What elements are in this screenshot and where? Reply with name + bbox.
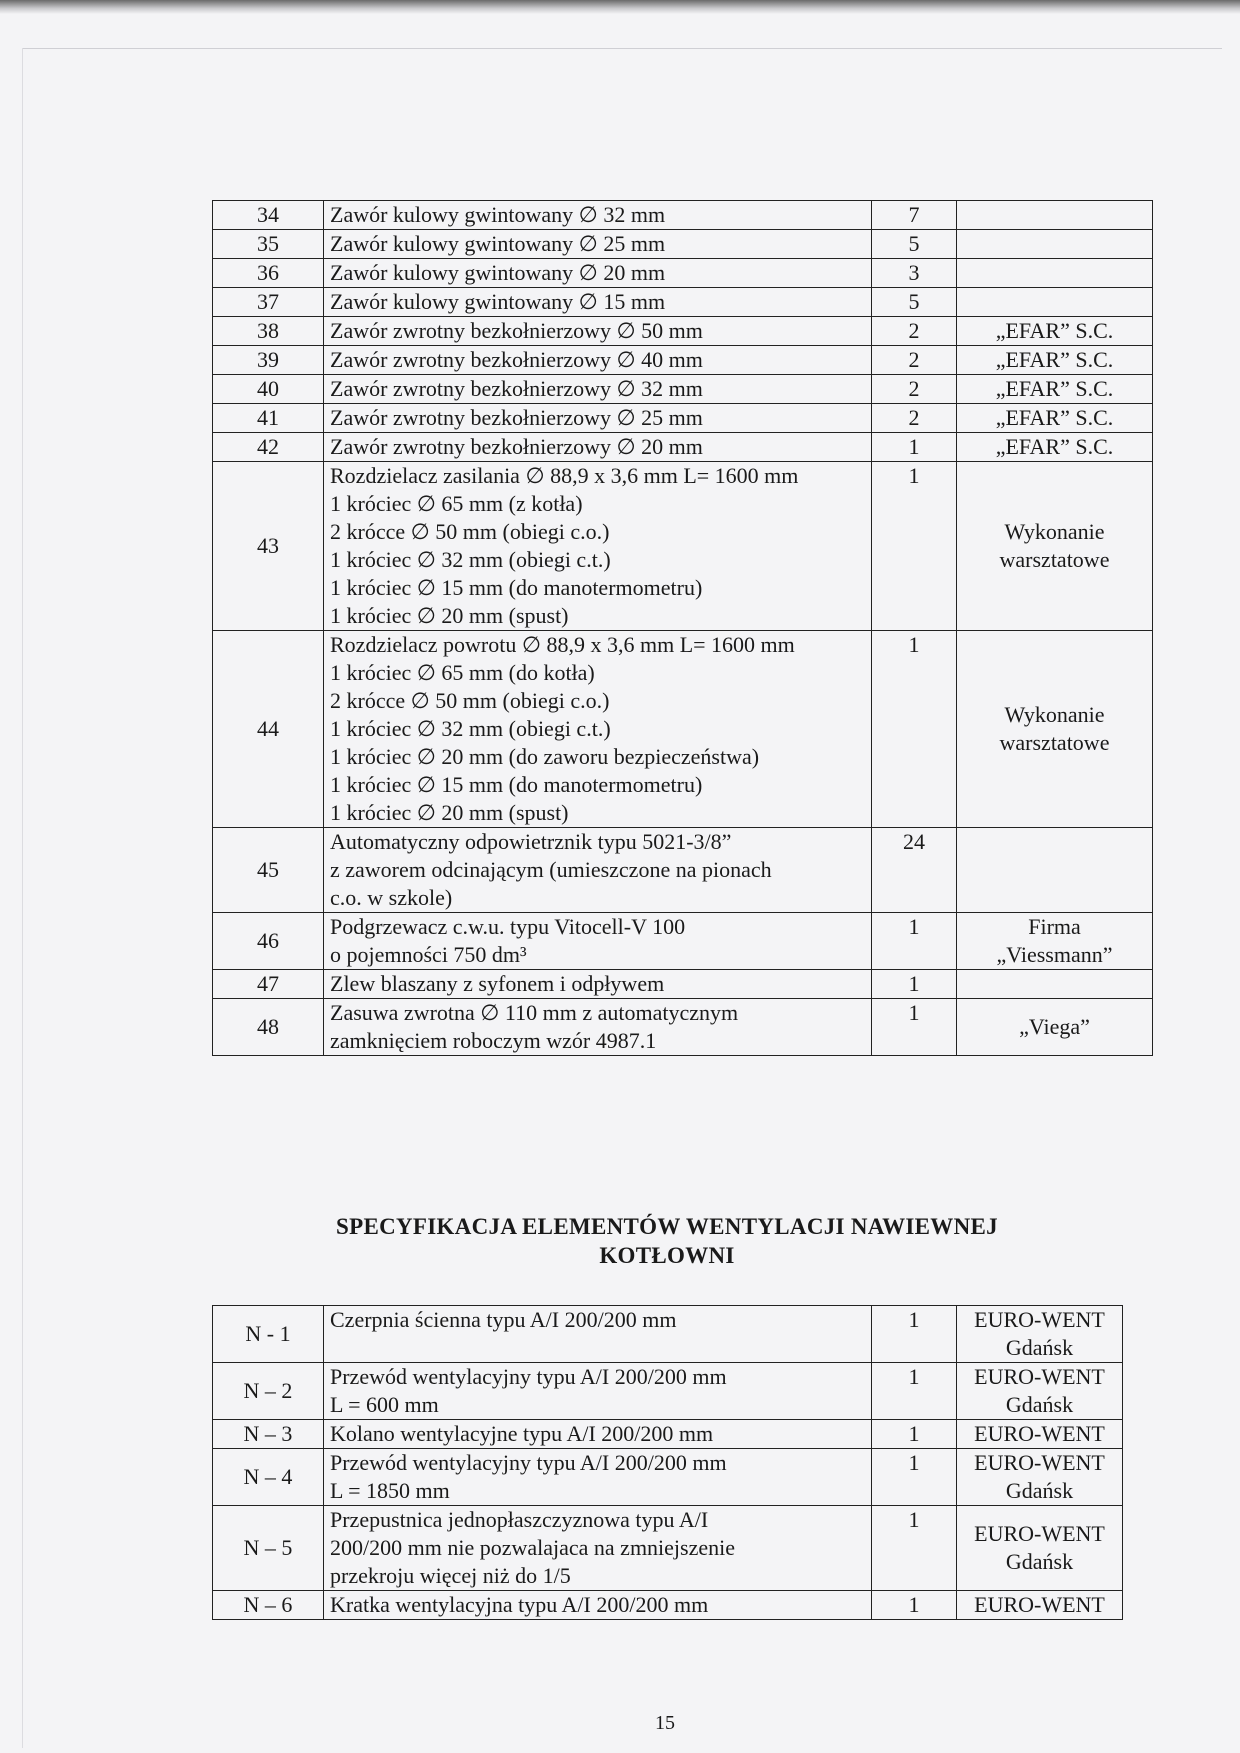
- item-description: [324, 230, 872, 259]
- description-line: Kratka wentylacyjna typu A/I 200/200 mm: [330, 1592, 709, 1617]
- item-description: [324, 404, 872, 433]
- item-supplier: [957, 317, 1153, 346]
- item-supplier: [957, 433, 1153, 462]
- supplier-line: warsztatowe: [999, 547, 1110, 572]
- table-row: [213, 1506, 1123, 1591]
- section-heading: [212, 1212, 1122, 1270]
- description-line: 1 króciec ∅ 20 mm (spust): [330, 603, 569, 628]
- item-supplier: [957, 230, 1153, 259]
- item-description: [324, 259, 872, 288]
- item-number: N - 1: [213, 1306, 324, 1363]
- description-line: 2 krócce ∅ 50 mm (obiegi c.o.): [330, 519, 610, 544]
- item-number: 39: [213, 346, 324, 375]
- item-description: [324, 1363, 872, 1420]
- item-supplier: [957, 1363, 1123, 1420]
- item-quantity: 2: [872, 346, 957, 375]
- item-number: N – 5: [213, 1506, 324, 1591]
- description-line: Zawór zwrotny bezkołnierzowy ∅ 20 mm: [330, 434, 703, 459]
- supplier-line: Wykonanie: [1004, 519, 1105, 544]
- item-quantity: 3: [872, 259, 957, 288]
- item-quantity: 5: [872, 230, 957, 259]
- item-description: [324, 1591, 872, 1620]
- description-line: Rozdzielacz zasilania ∅ 88,9 x 3,6 mm L= 1600 mm: [330, 463, 799, 488]
- item-quantity: 1: [872, 1591, 957, 1620]
- table-row: [213, 913, 1153, 970]
- item-quantity: 2: [872, 317, 957, 346]
- item-description: [324, 288, 872, 317]
- page-number: 15: [655, 1712, 675, 1734]
- item-quantity: 1: [872, 1420, 957, 1449]
- description-line: z zaworem odcinającym (umieszczone na pionach: [330, 857, 772, 882]
- table-row: [213, 1591, 1123, 1620]
- item-supplier: [957, 1591, 1123, 1620]
- item-number: 48: [213, 999, 324, 1056]
- supplier-line: „Viessmann”: [996, 942, 1113, 967]
- item-number: 42: [213, 433, 324, 462]
- description-line: Zawór kulowy gwintowany ∅ 15 mm: [330, 289, 666, 314]
- heading-line-1: SPECYFIKACJA ELEMENTÓW WENTYLACJI NAWIEWNEJ: [336, 1214, 998, 1239]
- item-description: [324, 201, 872, 230]
- supplier-line: EURO-WENT: [974, 1307, 1105, 1332]
- item-description: [324, 631, 872, 828]
- supplier-line: EURO-WENT: [974, 1364, 1105, 1389]
- supplier-line: Gdańsk: [1005, 1335, 1074, 1360]
- page-border-line: [22, 48, 23, 1748]
- item-number: 36: [213, 259, 324, 288]
- heading-line-2: KOTŁOWNI: [599, 1243, 735, 1268]
- item-supplier: [957, 346, 1153, 375]
- item-supplier: [957, 1420, 1123, 1449]
- description-line: Zawór kulowy gwintowany ∅ 20 mm: [330, 260, 666, 285]
- description-line: 1 króciec ∅ 65 mm (do kotła): [330, 660, 595, 685]
- supplier-line: „Viega”: [1019, 1014, 1090, 1039]
- table-row: [213, 375, 1153, 404]
- table-row: [213, 346, 1153, 375]
- item-supplier: [957, 1506, 1123, 1591]
- item-number: 38: [213, 317, 324, 346]
- item-number: N – 6: [213, 1591, 324, 1620]
- scan-edge: [0, 0, 1240, 14]
- table-row: [213, 1449, 1123, 1506]
- supplier-line: EURO-WENT: [974, 1450, 1105, 1475]
- item-quantity: 1: [872, 913, 957, 970]
- item-supplier: [957, 462, 1153, 631]
- item-number: N – 4: [213, 1449, 324, 1506]
- description-line: 2 krócce ∅ 50 mm (obiegi c.o.): [330, 688, 610, 713]
- item-quantity: 1: [872, 1306, 957, 1363]
- description-line: Przepustnica jednopłaszczyznowa typu A/I: [330, 1507, 709, 1532]
- item-description: [324, 999, 872, 1056]
- description-line: 1 króciec ∅ 15 mm (do manotermometru): [330, 575, 703, 600]
- item-supplier: [957, 631, 1153, 828]
- description-line: Zlew blaszany z syfonem i odpływem: [330, 971, 665, 996]
- item-quantity: 1: [872, 1363, 957, 1420]
- item-number: N – 3: [213, 1420, 324, 1449]
- description-line: Zawór zwrotny bezkołnierzowy ∅ 50 mm: [330, 318, 703, 343]
- item-description: [324, 1506, 872, 1591]
- table-row: [213, 631, 1153, 828]
- item-supplier: [957, 375, 1153, 404]
- item-supplier: [957, 201, 1153, 230]
- item-quantity: 7: [872, 201, 957, 230]
- table-row: [213, 288, 1153, 317]
- equipment-table: [212, 200, 1153, 1056]
- item-description: [324, 462, 872, 631]
- item-number: 47: [213, 970, 324, 999]
- description-line: Zawór zwrotny bezkołnierzowy ∅ 32 mm: [330, 376, 703, 401]
- description-line: 1 króciec ∅ 20 mm (do zaworu bezpieczeństwa): [330, 744, 760, 769]
- supplier-line: „EFAR” S.C.: [995, 376, 1114, 401]
- description-line: 1 króciec ∅ 20 mm (spust): [330, 800, 569, 825]
- item-supplier: [957, 1306, 1123, 1363]
- table-row: [213, 259, 1153, 288]
- description-line: Zawór zwrotny bezkołnierzowy ∅ 25 mm: [330, 405, 703, 430]
- item-supplier: [957, 1449, 1123, 1506]
- item-number: N – 2: [213, 1363, 324, 1420]
- item-description: [324, 317, 872, 346]
- item-number: 41: [213, 404, 324, 433]
- supplier-line: Firma: [1028, 914, 1081, 939]
- ventilation-table-body: [213, 1306, 1123, 1620]
- item-quantity: 5: [872, 288, 957, 317]
- supplier-line: „EFAR” S.C.: [995, 434, 1114, 459]
- item-number: 34: [213, 201, 324, 230]
- description-line: przekroju więcej niż do 1/5: [330, 1563, 571, 1588]
- description-line: Kolano wentylacyjne typu A/I 200/200 mm: [330, 1421, 714, 1446]
- supplier-line: „EFAR” S.C.: [995, 318, 1114, 343]
- table-row: [213, 462, 1153, 631]
- item-supplier: [957, 913, 1153, 970]
- equipment-table-body: [213, 201, 1153, 1056]
- description-line: Przewód wentylacyjny typu A/I 200/200 mm: [330, 1364, 727, 1389]
- item-number: 44: [213, 631, 324, 828]
- item-quantity: 1: [872, 462, 957, 631]
- supplier-line: Gdańsk: [1005, 1392, 1074, 1417]
- table-row: [213, 970, 1153, 999]
- table-row: [213, 433, 1153, 462]
- table-row: [213, 317, 1153, 346]
- item-description: [324, 913, 872, 970]
- description-line: o pojemności 750 dm³: [330, 942, 527, 967]
- description-line: Przewód wentylacyjny typu A/I 200/200 mm: [330, 1450, 727, 1475]
- item-number: 37: [213, 288, 324, 317]
- page-border-line: [22, 48, 1222, 49]
- description-line: Zawór zwrotny bezkołnierzowy ∅ 40 mm: [330, 347, 703, 372]
- supplier-line: „EFAR” S.C.: [995, 405, 1114, 430]
- item-quantity: 1: [872, 970, 957, 999]
- item-description: [324, 433, 872, 462]
- description-line: Automatyczny odpowietrznik typu 5021-3/8”: [330, 829, 732, 854]
- item-description: [324, 375, 872, 404]
- supplier-line: EURO-WENT: [974, 1521, 1105, 1546]
- description-line: L = 600 mm: [330, 1392, 439, 1417]
- table-row: [213, 1306, 1123, 1363]
- description-line: Zasuwa zwrotna ∅ 110 mm z automatycznym: [330, 1000, 739, 1025]
- table-row: [213, 230, 1153, 259]
- item-description: [324, 1306, 872, 1363]
- item-supplier: [957, 970, 1153, 999]
- item-supplier: [957, 259, 1153, 288]
- table-row: [213, 201, 1153, 230]
- supplier-line: „EFAR” S.C.: [995, 347, 1114, 372]
- item-supplier: [957, 404, 1153, 433]
- item-description: [324, 1420, 872, 1449]
- description-line: 1 króciec ∅ 15 mm (do manotermometru): [330, 772, 703, 797]
- item-number: 45: [213, 828, 324, 913]
- item-supplier: [957, 999, 1153, 1056]
- item-supplier: [957, 828, 1153, 913]
- table-row: [213, 1420, 1123, 1449]
- item-number: 43: [213, 462, 324, 631]
- table-row: [213, 999, 1153, 1056]
- supplier-line: warsztatowe: [999, 730, 1110, 755]
- item-number: 40: [213, 375, 324, 404]
- item-quantity: 1: [872, 999, 957, 1056]
- item-quantity: 2: [872, 375, 957, 404]
- description-line: Zawór kulowy gwintowany ∅ 32 mm: [330, 202, 666, 227]
- item-supplier: [957, 288, 1153, 317]
- description-line: Czerpnia ścienna typu A/I 200/200 mm: [330, 1307, 677, 1332]
- item-quantity: 24: [872, 828, 957, 913]
- table-row: [213, 828, 1153, 913]
- item-description: [324, 970, 872, 999]
- description-line: L = 1850 mm: [330, 1478, 450, 1503]
- item-description: [324, 346, 872, 375]
- supplier-line: Gdańsk: [1005, 1549, 1074, 1574]
- supplier-line: Gdańsk: [1005, 1478, 1074, 1503]
- description-line: 1 króciec ∅ 32 mm (obiegi c.t.): [330, 716, 611, 741]
- description-line: 1 króciec ∅ 65 mm (z kotła): [330, 491, 583, 516]
- supplier-line: EURO-WENT: [974, 1592, 1105, 1617]
- description-line: Rozdzielacz powrotu ∅ 88,9 x 3,6 mm L= 1600 mm: [330, 632, 795, 657]
- description-line: 200/200 mm nie pozwalajaca na zmniejszenie: [330, 1535, 736, 1560]
- item-number: 35: [213, 230, 324, 259]
- item-quantity: 1: [872, 1449, 957, 1506]
- item-quantity: 1: [872, 1506, 957, 1591]
- item-quantity: 1: [872, 631, 957, 828]
- supplier-line: EURO-WENT: [974, 1421, 1105, 1446]
- item-description: [324, 828, 872, 913]
- table-row: [213, 1363, 1123, 1420]
- description-line: c.o. w szkole): [330, 885, 453, 910]
- ventilation-table: [212, 1305, 1123, 1620]
- item-number: 46: [213, 913, 324, 970]
- table-row: [213, 404, 1153, 433]
- description-line: zamknięciem roboczym wzór 4987.1: [330, 1028, 657, 1053]
- description-line: 1 króciec ∅ 32 mm (obiegi c.t.): [330, 547, 611, 572]
- description-line: Podgrzewacz c.w.u. typu Vitocell-V 100: [330, 914, 686, 939]
- item-description: [324, 1449, 872, 1506]
- supplier-line: Wykonanie: [1004, 702, 1105, 727]
- description-line: Zawór kulowy gwintowany ∅ 25 mm: [330, 231, 666, 256]
- item-quantity: 1: [872, 433, 957, 462]
- item-quantity: 2: [872, 404, 957, 433]
